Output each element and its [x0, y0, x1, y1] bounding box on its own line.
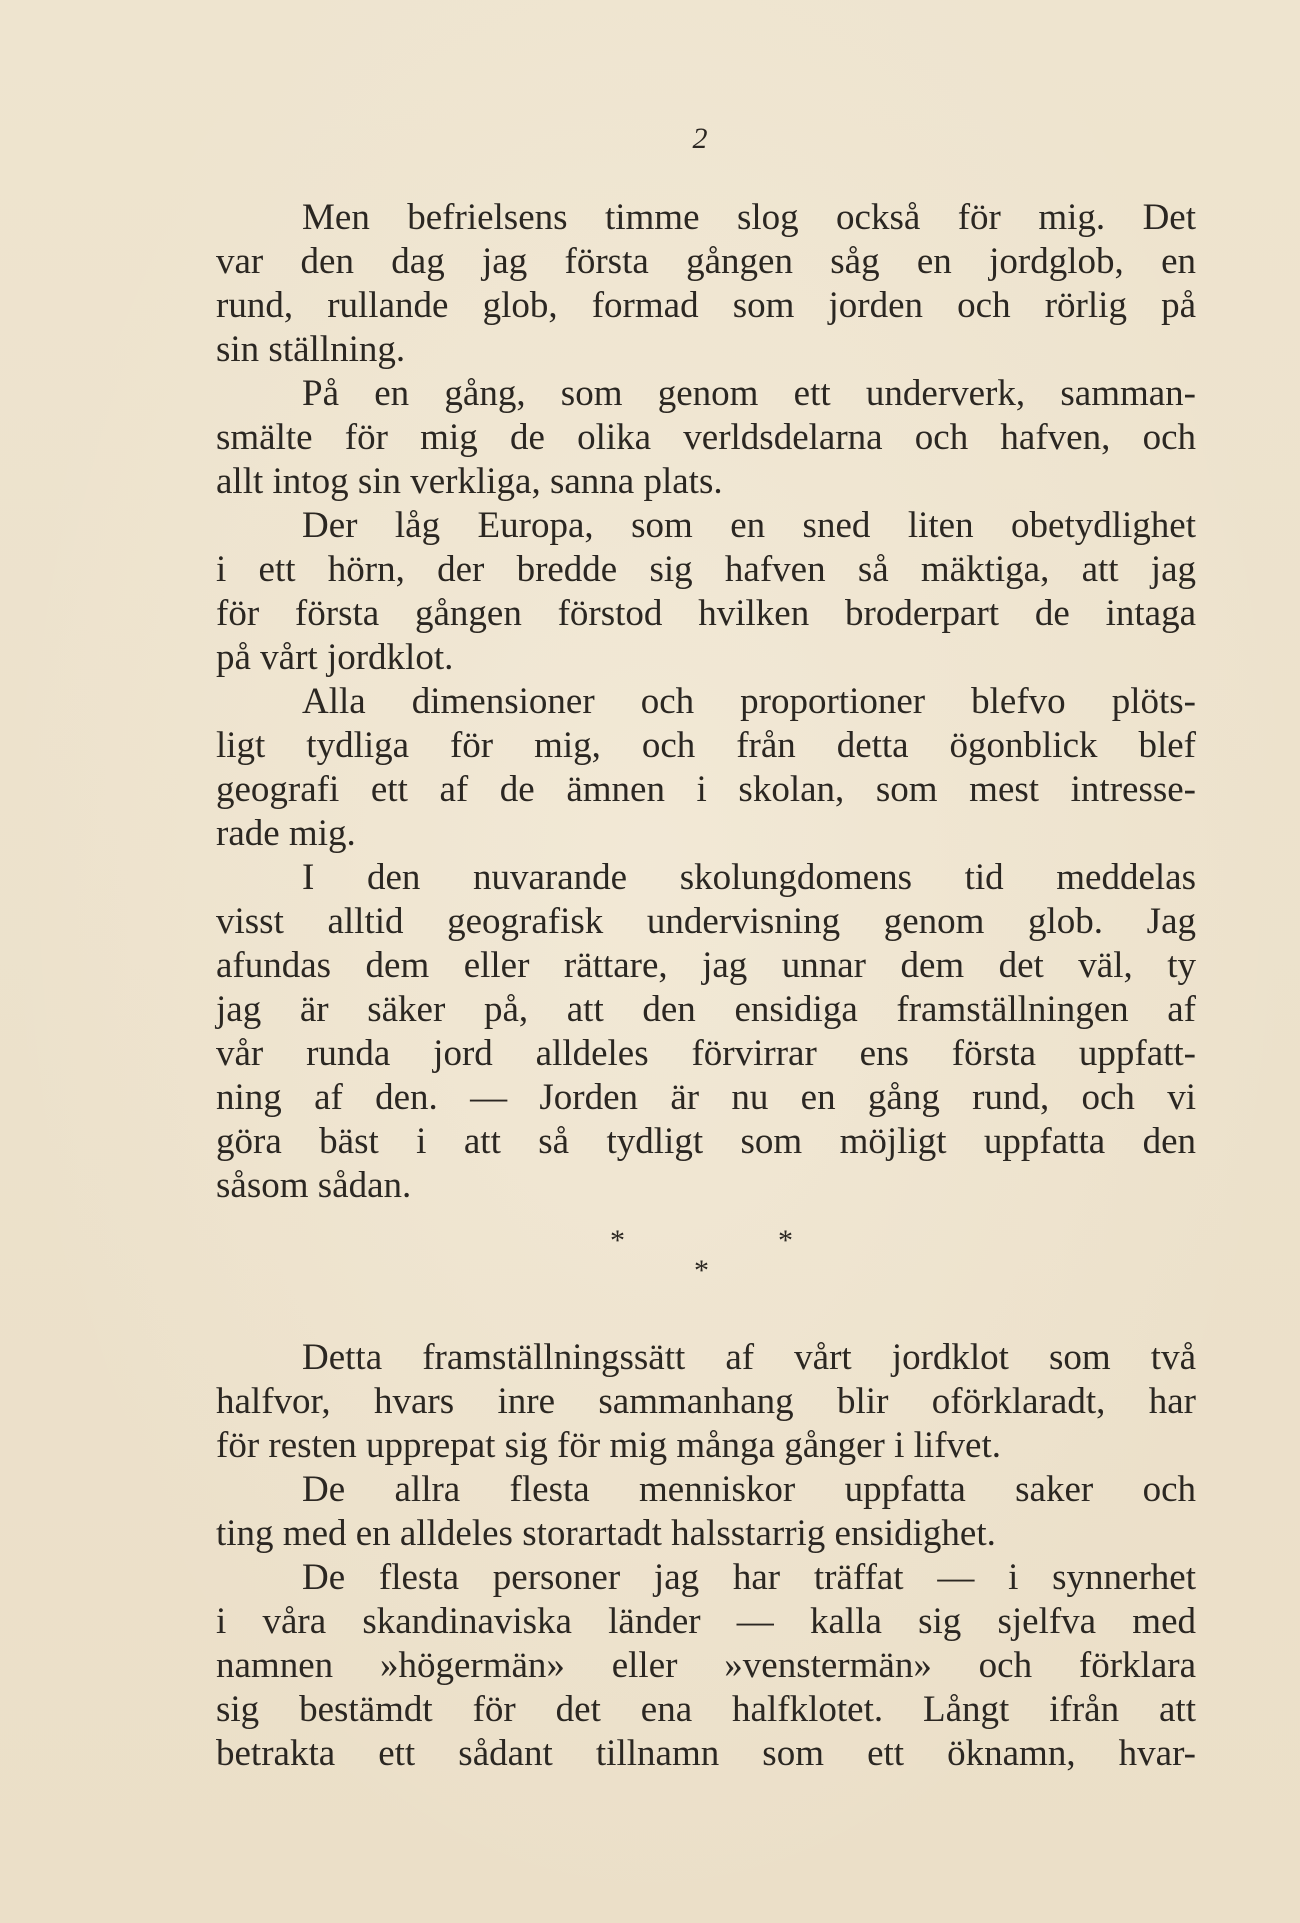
text-line: allt intog sin verkliga, sanna plats.	[216, 461, 723, 502]
text-line: geografi ett af de ämnen i skolan, som mest intresse-	[216, 769, 1196, 810]
text-line: Der låg Europa, som en sned liten obetydlighet	[302, 505, 1196, 546]
text-line: På en gång, som genom ett underverk, samman-	[302, 373, 1196, 414]
text-line: rund, rullande glob, formad som jorden och rörlig på	[216, 285, 1196, 326]
text-line: sin ställning.	[216, 329, 406, 370]
text-line: göra bäst i att så tydligt som möjligt uppfatta den	[216, 1121, 1196, 1162]
text-line: såsom sådan.	[216, 1165, 412, 1206]
text-line: ting med en alldeles storartadt halsstarrig ensidighet.	[216, 1513, 996, 1554]
text-line: i ett hörn, der bredde sig hafven så mäktiga, att jag	[216, 549, 1196, 590]
text-line: visst alltid geografisk undervisning genom glob. Jag	[216, 901, 1196, 942]
text-line: rade mig.	[216, 813, 356, 854]
section-1	[216, 196, 1196, 1208]
separator-star-center: *	[694, 1254, 709, 1287]
text-line: I den nuvarande skolungdomens tid meddelas	[302, 857, 1196, 898]
text-line: var den dag jag första gången såg en jordglob, en	[216, 241, 1196, 282]
text-line: smälte för mig de olika verldsdelarna och hafven, och	[216, 417, 1196, 458]
text-line: Men befrielsens timme slog också för mig. Det	[302, 197, 1196, 238]
text-line: i våra skandinaviska länder — kalla sig sjelfva med	[216, 1601, 1196, 1642]
separator-star-right: *	[778, 1224, 793, 1257]
text-line: afundas dem eller rättare, jag unnar dem det väl, ty	[216, 945, 1196, 986]
section-2	[216, 1336, 1196, 1776]
text-line: De flesta personer jag har träffat — i synnerhet	[302, 1557, 1196, 1598]
text-line: halfvor, hvars inre sammanhang blir oförklaradt, har	[216, 1381, 1196, 1422]
page-number: 2	[692, 122, 708, 155]
separator-star-left: *	[610, 1224, 625, 1257]
text-line: Detta framställningssätt af vårt jordklot som två	[302, 1337, 1196, 1378]
text-line: ligt tydliga för mig, och från detta ögonblick blef	[216, 725, 1196, 766]
text-line: jag är säker på, att den ensidiga framställningen af	[216, 989, 1196, 1030]
text-line: namnen »högermän» eller »venstermän» och förklara	[216, 1645, 1196, 1686]
text-line: för resten upprepat sig för mig många gånger i lifvet.	[216, 1425, 1001, 1466]
text-line: betrakta ett sådant tillnamn som ett öknamn, hvar-	[216, 1733, 1196, 1774]
text-line: Alla dimensioner och proportioner blefvo plöts-	[302, 681, 1196, 722]
text-line: ning af den. — Jorden är nu en gång rund, och vi	[216, 1077, 1196, 1118]
text-line: vår runda jord alldeles förvirrar ens första uppfatt-	[216, 1033, 1196, 1074]
text-line: för första gången förstod hvilken broderpart de intaga	[216, 593, 1196, 634]
text-line: på vårt jordklot.	[216, 637, 454, 678]
text-line: De allra flesta menniskor uppfatta saker och	[302, 1469, 1196, 1510]
text-line: sig bestämdt för det ena halfklotet. Långt ifrån att	[216, 1689, 1196, 1730]
